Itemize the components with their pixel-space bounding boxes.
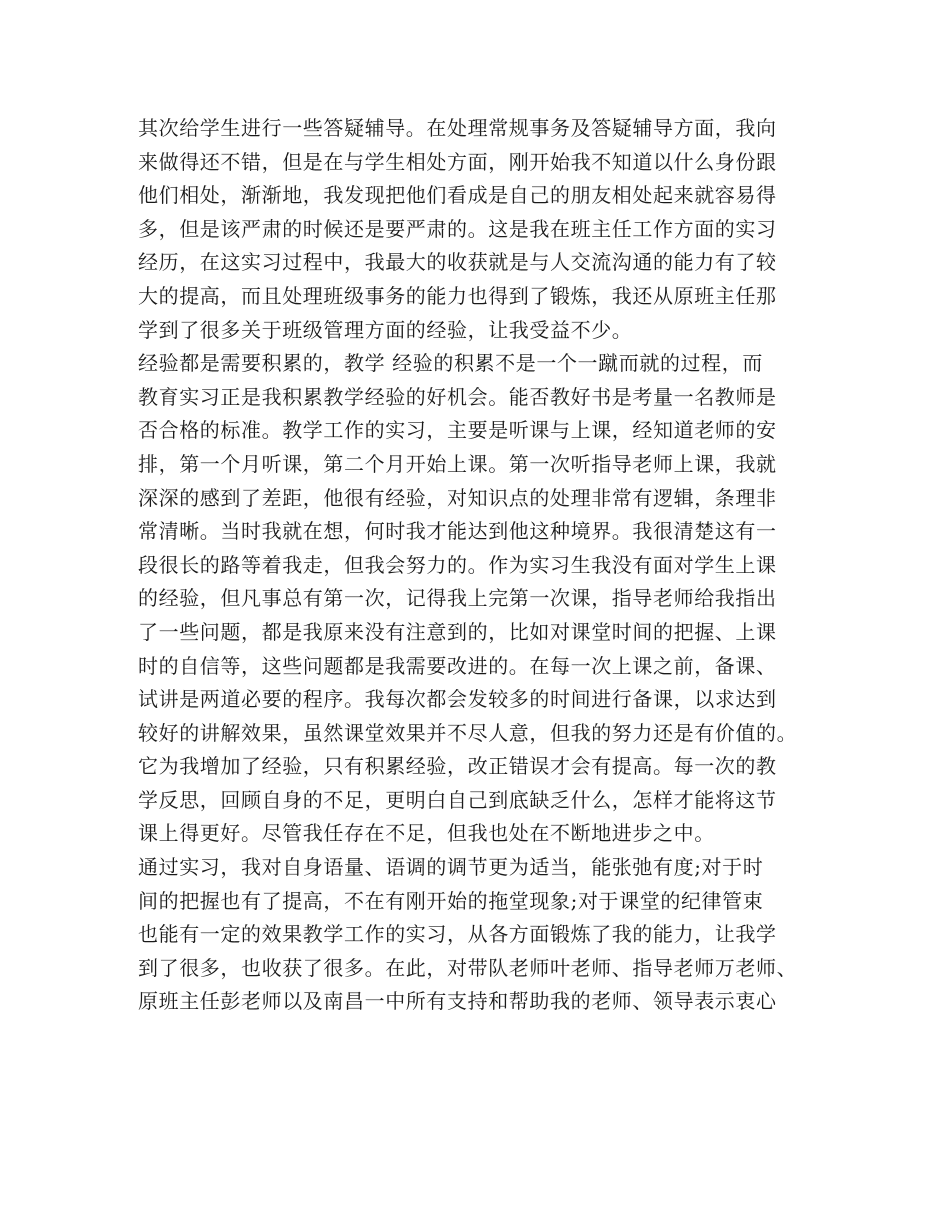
text-line: 学反思，回顾自身的不足，更明白自己到底缺乏什么，怎样才能将这节 bbox=[138, 787, 777, 812]
body-text bbox=[138, 112, 828, 1019]
text-line: 大的提高，而且处理班级事务的能力也得到了锻炼，我还从原班主任那 bbox=[138, 283, 777, 308]
text-line: 其次给学生进行一些答疑辅导。在处理常规事务及答疑辅导方面，我向 bbox=[138, 116, 777, 140]
text-line: 来做得还不错，但是在与学生相处方面，刚开始我不知道以什么身份跟 bbox=[138, 149, 777, 174]
text-line: 它为我增加了经验，只有积累经验，改正错误才会有提高。每一次的教 bbox=[138, 754, 777, 779]
text-line: 学到了很多关于班级管理方面的经验，让我受益不少。 bbox=[138, 317, 633, 342]
text-line: 通过实习，我对自身语量、语调的调节更为适当，能张弛有度;对于时 bbox=[138, 855, 764, 880]
text-line: 否合格的标准。教学工作的实习，主要是听课与上课，经知道老师的安 bbox=[138, 418, 777, 443]
text-line: 了一些问题，都是我原来没有注意到的，比如对课堂时间的把握、上课 bbox=[138, 619, 777, 644]
text-line: 较好的讲解效果，虽然课堂效果并不尽人意，但我的努力还是有价值的。 bbox=[138, 720, 798, 745]
text-line: 深深的感到了差距，他很有经验，对知识点的处理非常有逻辑，条理非 bbox=[138, 485, 777, 510]
text-line: 他们相处，渐渐地，我发现把他们看成是自己的朋友相处起来就容易得 bbox=[138, 183, 777, 208]
text-line: 原班主任彭老师以及南昌一中所有支持和帮助我的老师、领导表示衷心 bbox=[138, 989, 777, 1014]
text-line: 多，但是该严肃的时候还是要严肃的。这是我在班主任工作方面的实习 bbox=[138, 216, 777, 241]
text-line: 也能有一定的效果教学工作的实习，从各方面锻炼了我的能力，让我学 bbox=[138, 922, 777, 947]
text-line: 间的把握也有了提高，不在有刚开始的拖堂现象;对于课堂的纪律管束 bbox=[138, 888, 764, 913]
text-line: 经验都是需要积累的，教学 经验的积累不是一个一蹴而就的过程，而 bbox=[138, 351, 763, 376]
text-line: 课上得更好。尽管我任存在不足，但我也处在不断地进步之中。 bbox=[138, 821, 715, 846]
text-line: 段很长的路等着我走，但我会努力的。作为实习生我没有面对学生上课 bbox=[138, 552, 777, 577]
text-line: 经历，在这实习过程中，我最大的收获就是与人交流沟通的能力有了较 bbox=[138, 250, 777, 275]
text-line: 排，第一个月听课，第二个月开始上课。第一次听指导老师上课，我就 bbox=[138, 451, 777, 476]
text-line: 的经验，但凡事总有第一次，记得我上完第一次课，指导老师给我指出 bbox=[138, 586, 777, 611]
text-line: 到了很多，也收获了很多。在此，对带队老师叶老师、指导老师万老师、 bbox=[138, 955, 798, 980]
text-line: 常清晰。当时我就在想，何时我才能达到他这种境界。我很清楚这有一 bbox=[138, 519, 777, 544]
text-line: 教育实习正是我积累教学经验的好机会。能否教好书是考量一名教师是 bbox=[138, 384, 777, 409]
text-line: 试讲是两道必要的程序。我每次都会发较多的时间进行备课，以求达到 bbox=[138, 687, 777, 712]
text-line: 时的自信等，这些问题都是我需要改进的。在每一次上课之前，备课、 bbox=[138, 653, 777, 678]
